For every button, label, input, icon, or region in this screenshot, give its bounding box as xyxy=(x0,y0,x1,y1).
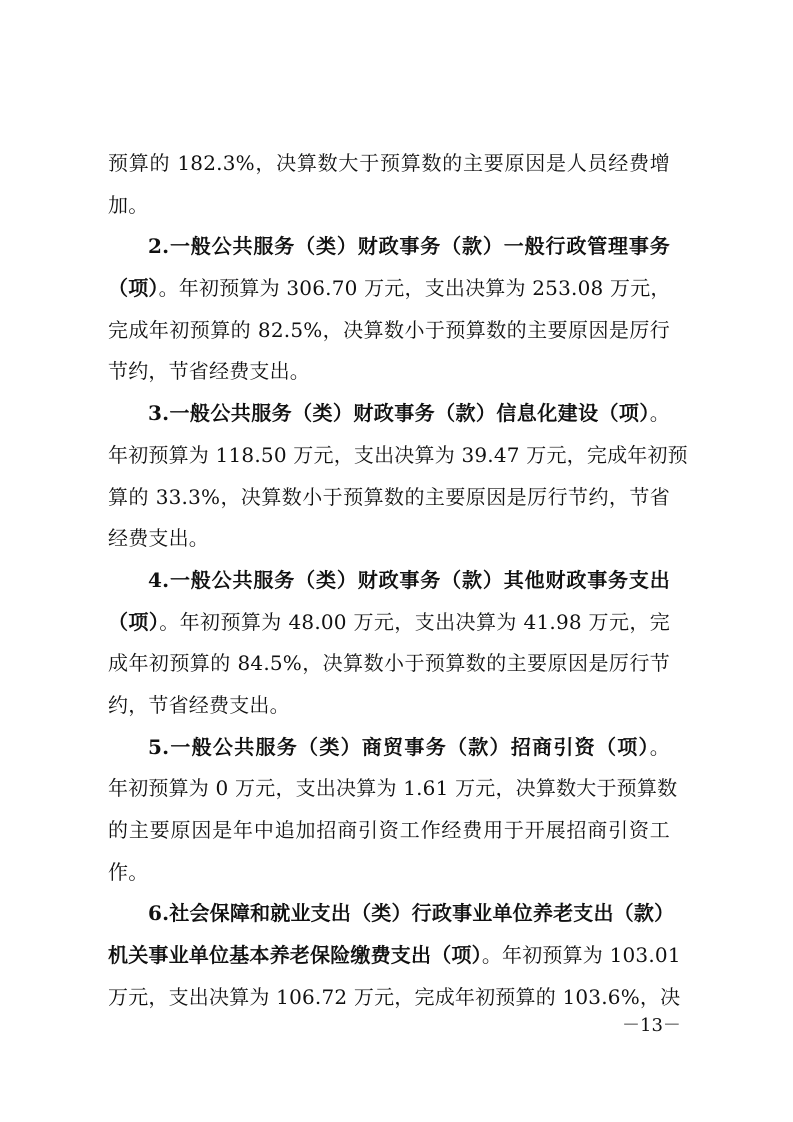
text-line: 成年初预算的 84.5%，决算数小于预算数的主要原因是厉行节 xyxy=(108,651,670,676)
text-line: （项）。年初预算为 48.00 万元，支出决算为 41.98 万元，完 xyxy=(108,609,670,634)
section-heading: 6.社会保障和就业支出（类）行政事业单位养老支出（款） xyxy=(148,901,675,926)
section-heading-line xyxy=(108,560,670,602)
text-line: 预算的 182.3%，决算数大于预算数的主要原因是人员经费增 xyxy=(108,151,670,175)
section-heading-line: 3.一般公共服务（类）财政事务（款）信息化建设（项）。 xyxy=(148,401,670,426)
text-line: 加。 xyxy=(108,192,149,217)
text-line: 经费支出。 xyxy=(108,526,209,551)
section-heading: 3.一般公共服务（类）财政事务（款）信息化建设（项） xyxy=(148,401,650,426)
text-line: 万元，支出决算为 106.72 万元，完成年初预算的 103.6%，决 xyxy=(108,984,681,1009)
text-line: 年初预算为 118.50 万元，支出决算为 39.47 万元，完成年初预 xyxy=(108,442,688,467)
text-line: 完成年初预算的 82.5%，决算数小于预算数的主要原因是厉行 xyxy=(108,317,670,342)
text-line: 算的 33.3%，决算数小于预算数的主要原因是厉行节约，节省 xyxy=(108,484,670,509)
section-heading: （项） xyxy=(108,276,159,301)
section-heading-line xyxy=(108,893,675,935)
text-line: 约，节省经费支出。 xyxy=(108,692,290,717)
text-line: 作。 xyxy=(108,859,149,884)
section-heading: 4.一般公共服务（类）财政事务（款）其他财政事务支出 xyxy=(148,567,670,592)
page-number: －13－ xyxy=(622,1015,681,1036)
section-heading-line: 5.一般公共服务（类）商贸事务（款）招商引资（项）。 xyxy=(148,734,670,759)
text-line: （项）。年初预算为 306.70 万元，支出决算为 253.08 万元， xyxy=(108,276,671,301)
text-line: 节约，节省经费支出。 xyxy=(108,359,310,384)
text-line: 的主要原因是年中追加招商引资工作经费用于开展招商引资工 xyxy=(108,818,670,842)
document-body xyxy=(108,143,688,1018)
text-line: 年初预算为 0 万元，支出决算为 1.61 万元，决算数大于预算数 xyxy=(108,776,678,801)
section-heading: 机关事业单位基本养老保险缴费支出（项） xyxy=(108,943,482,968)
section-heading: 5.一般公共服务（类）商贸事务（款）招商引资（项） xyxy=(148,734,650,759)
text-line: 机关事业单位基本养老保险缴费支出（项）。年初预算为 103.01 xyxy=(108,943,681,968)
section-heading: 2.一般公共服务（类）财政事务（款）一般行政管理事务 xyxy=(148,234,670,259)
section-heading-line xyxy=(108,226,670,268)
section-heading: （项） xyxy=(108,609,160,634)
